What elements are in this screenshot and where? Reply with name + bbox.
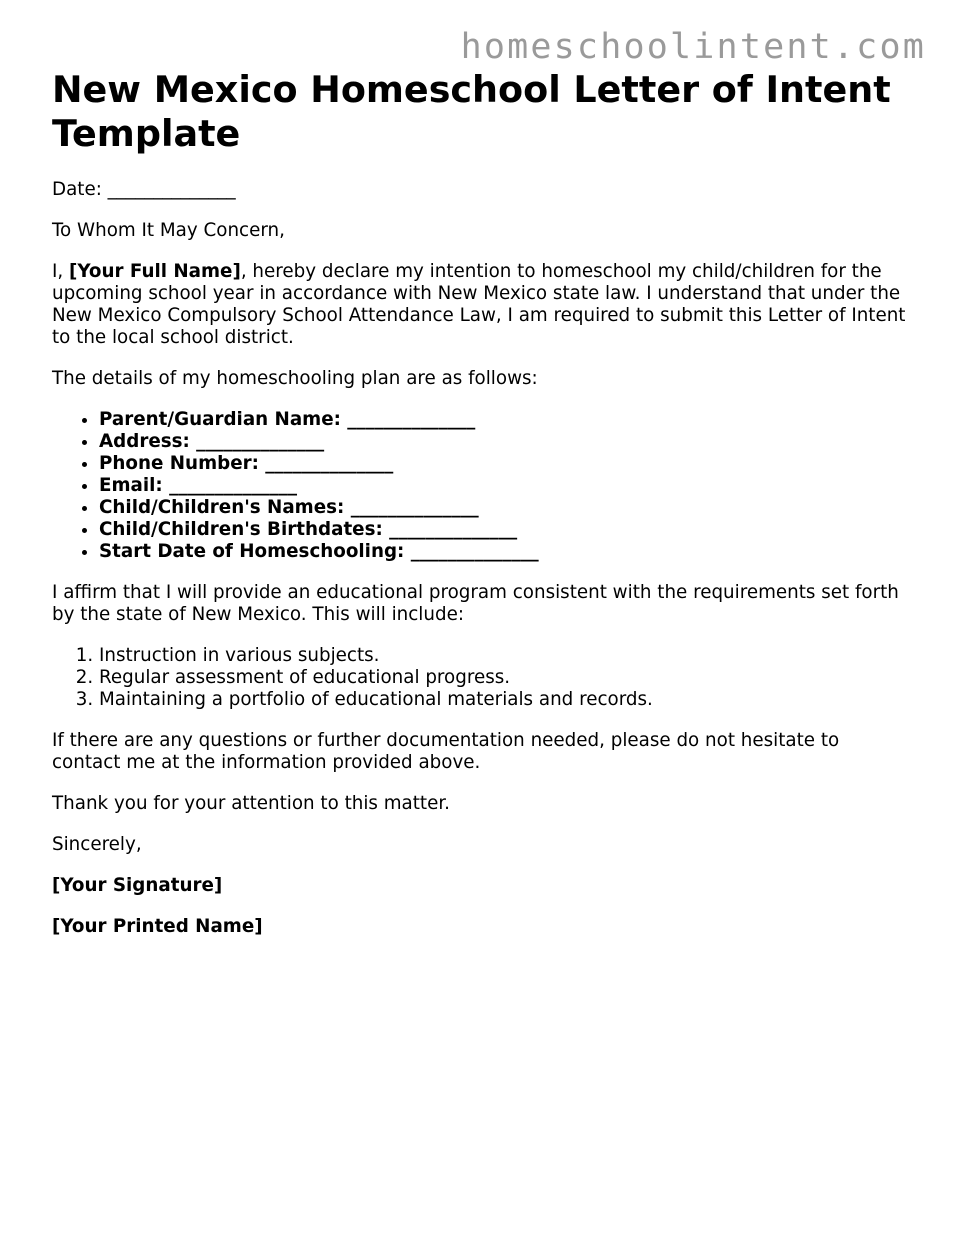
watermark-text: homeschoolintent.com bbox=[460, 27, 926, 67]
questions-paragraph: If there are any questions or further documentation needed, please do not hesitate to contact me at the information provided above. bbox=[52, 730, 840, 773]
details-list bbox=[52, 409, 912, 563]
details-intro: The details of my homeschooling plan are as follows: bbox=[52, 368, 538, 389]
plan-item: 1. Instruction in various subjects. bbox=[99, 645, 912, 667]
detail-parent-name: • Parent/Guardian Name: ______________ bbox=[99, 409, 912, 431]
detail-start-date: • Start Date of Homeschooling: ______________ bbox=[99, 541, 912, 563]
intro-paragraph bbox=[52, 261, 912, 349]
page-title: New Mexico Homeschool Letter of Intent Template bbox=[52, 68, 891, 155]
plan-item: 2. Regular assessment of educational progress. bbox=[99, 667, 912, 689]
signature-placeholder: [Your Signature] bbox=[52, 875, 223, 896]
detail-phone: • Phone Number: ______________ bbox=[99, 453, 912, 475]
salutation: To Whom It May Concern, bbox=[52, 220, 285, 241]
plan-list bbox=[52, 645, 912, 711]
intro-body: , hereby declare my intention to homeschool my child/children for the upcoming school year in accordance with New Mexico state law. I understand that under the New Mexico Compulsory School Attendance Law, I am required to submit this Letter of Intent to the local school district. bbox=[52, 261, 906, 348]
detail-address: • Address: ______________ bbox=[99, 431, 912, 453]
intro-prefix: I, bbox=[52, 261, 70, 282]
affirmation-paragraph: I affirm that I will provide an educational program consistent with the requirements set forth by the state of New Mexico. This will include: bbox=[52, 582, 899, 625]
full-name-placeholder: [Your Full Name] bbox=[69, 261, 241, 282]
date-line: Date: ______________ bbox=[52, 179, 236, 200]
letter-document bbox=[52, 68, 912, 957]
detail-children-names: • Child/Children's Names: ______________ bbox=[99, 497, 912, 519]
detail-email: • Email: ______________ bbox=[99, 475, 912, 497]
detail-children-birthdates: • Child/Children's Birthdates: ______________ bbox=[99, 519, 912, 541]
printed-name-placeholder: [Your Printed Name] bbox=[52, 916, 263, 937]
closing: Sincerely, bbox=[52, 834, 142, 855]
thanks-paragraph: Thank you for your attention to this matter. bbox=[52, 793, 450, 814]
plan-item: 3. Maintaining a portfolio of educational materials and records. bbox=[99, 689, 912, 711]
